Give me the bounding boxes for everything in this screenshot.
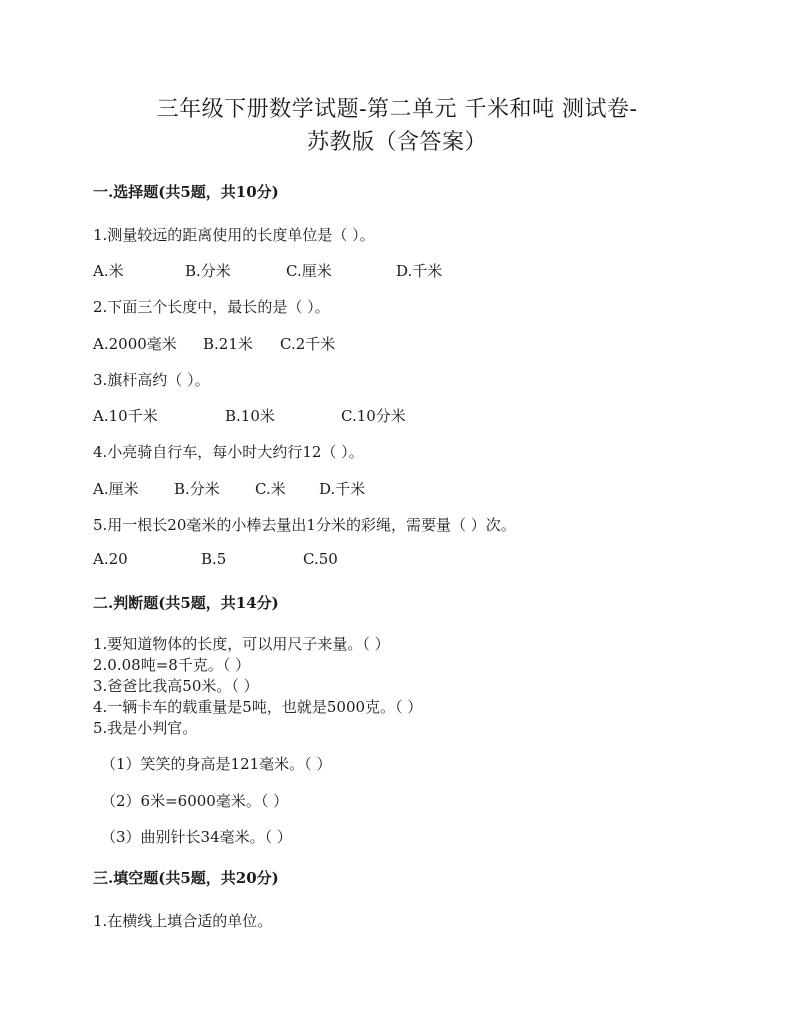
judge-item-2: 2.0.08吨=8千克。（ ） (93, 656, 251, 674)
judge-item-1: 1.要知道物体的长度，可以用尺子来量。（ ） (93, 635, 390, 653)
option: A.10千米 (93, 407, 158, 425)
judge-item-3: 3.爸爸比我高50米。（ ） (93, 677, 259, 695)
option: C.2千米 (280, 335, 336, 353)
option: C.10分米 (341, 407, 406, 425)
option: C.50 (303, 550, 338, 568)
option: B.分米 (174, 480, 220, 498)
page-title-line1: 三年级下册数学试题-第二单元 千米和吨 测试卷- (156, 97, 638, 122)
option: B.10米 (225, 407, 275, 425)
judge-subitem-3: （3）曲别针长34毫米。（ ） (101, 828, 292, 846)
option: B.5 (201, 550, 227, 568)
option: B.分米 (185, 262, 231, 280)
option: A.厘米 (93, 480, 139, 498)
option: D.千米 (396, 262, 443, 280)
page-title-line2: 苏教版（含答案） (306, 130, 487, 155)
option: A.2000毫米 (93, 335, 177, 353)
judge-subitem-2: （2）6米=6000毫米。（ ） (101, 792, 289, 810)
judge-subitem-1: （1）笑笑的身高是121毫米。（ ） (101, 755, 332, 773)
judge-item-4: 4.一辆卡车的载重量是5吨，也就是5000克。（ ） (93, 698, 423, 716)
option: D.千米 (319, 480, 366, 498)
section-heading-choice: 一.选择题(共5题，共10分) (93, 183, 279, 201)
judge-item-5: 5.我是小判官。 (93, 719, 198, 737)
question-1: 1.测量较远的距离使用的长度单位是（ ）。 (93, 226, 375, 244)
question-2: 2.下面三个长度中，最长的是（ ）。 (93, 298, 330, 316)
section-heading-judge: 二.判断题(共5题，共14分) (93, 594, 279, 612)
question-3: 3.旗杆高约（ ）。 (93, 371, 210, 389)
option: A.20 (93, 550, 128, 568)
option: A.米 (93, 262, 124, 280)
question-5: 5.用一根长20毫米的小棒去量出1分米的彩绳，需要量（ ）次。 (93, 516, 516, 534)
section-heading-fill: 三.填空题(共5题，共20分) (93, 869, 279, 887)
fill-item-1: 1.在横线上填合适的单位。 (93, 912, 273, 930)
option: B.21米 (203, 335, 253, 353)
question-4: 4.小亮骑自行车，每小时大约行12（ ）。 (93, 443, 364, 461)
option: C.米 (255, 480, 286, 498)
option: C.厘米 (286, 262, 332, 280)
